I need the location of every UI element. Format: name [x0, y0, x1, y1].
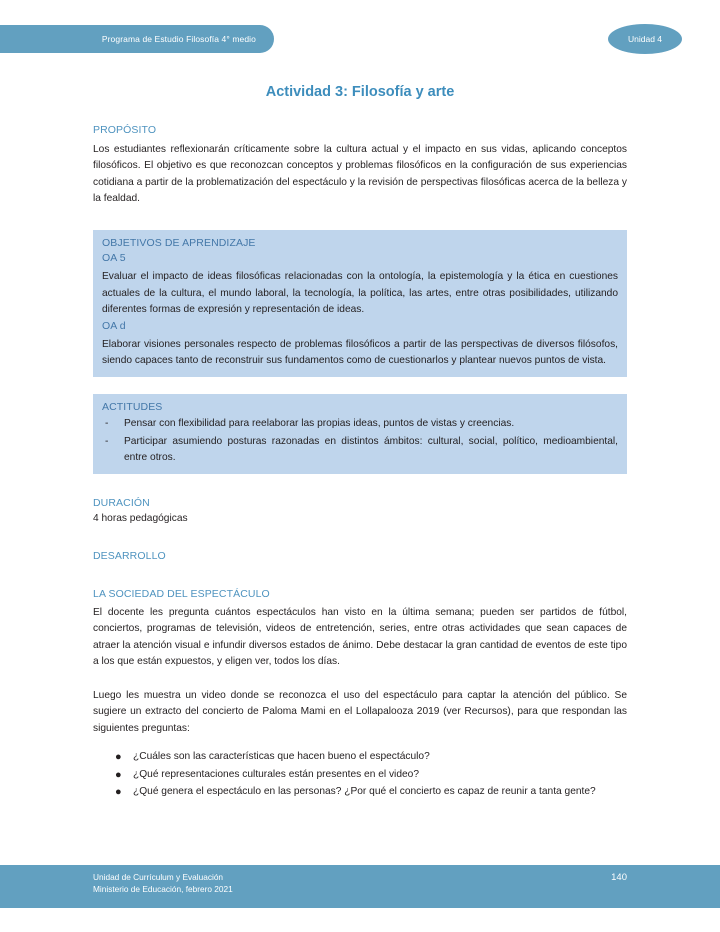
- question-text: ¿Qué genera el espectáculo en las personas? ¿Por qué el concierto es capaz de reunir a tanta gente?: [133, 786, 596, 798]
- unit-badge-label: Unidad 4: [627, 34, 663, 44]
- section-objetivos-aprendizaje: [93, 230, 627, 377]
- section-actitudes: [93, 394, 627, 474]
- section-desarrollo: [93, 549, 627, 801]
- actitudes-heading: ACTITUDES: [102, 400, 163, 413]
- desarrollo-subheading: LA SOCIEDAD DEL ESPECTÁCULO: [93, 587, 270, 600]
- list-item: [93, 784, 627, 801]
- actitud-text: Participar asumiendo posturas razonadas en distintos ámbitos: cultural, social, político, medioambiental, entre otros.: [124, 435, 618, 464]
- proposito-heading: PROPÓSITO: [93, 124, 157, 137]
- page-title: Actividad 3: Filosofía y arte: [265, 84, 455, 100]
- actitudes-list: [102, 416, 618, 467]
- objetivos-heading: OBJETIVOS DE APRENDIZAJE: [102, 236, 256, 249]
- bullet-marker-icon: ●: [115, 751, 122, 764]
- duracion-heading: DURACIÓN: [93, 496, 150, 509]
- desarrollo-heading: DESARROLLO: [93, 550, 166, 563]
- oa5-text: Evaluar el impacto de ideas filosóficas relacionadas con la ontología, la epistemología y la ética en cuestiones actuales de la cultura, el mundo laboral, la tecnología, la política, las artes, entre otras posibilidades, utilizando diferentes formas de expresión y representación de ideas.: [102, 271, 618, 316]
- dash-marker-icon: -: [105, 435, 109, 447]
- question-text: ¿Qué representaciones culturales están presentes en el video?: [133, 768, 419, 780]
- page-content: [93, 0, 627, 802]
- proposito-text: Los estudiantes reflexionarán críticamente sobre la cultura actual y el impacto en sus vidas, aplicando conceptos filosóficos. El objetivo es que reconozcan conceptos y problemas filosóficos en la configuración de sus experiencias cotidiana a partir de la problematización del espectáculo y la revisión de perspectivas filosóficas acerca de la belleza y la fealdad.: [93, 143, 627, 205]
- oa5-label: OA 5: [102, 251, 126, 264]
- desarrollo-questions-list: [93, 749, 627, 801]
- bullet-marker-icon: ●: [115, 786, 122, 799]
- list-item: [102, 416, 618, 433]
- footer-organization: [93, 871, 233, 896]
- duracion-text: 4 horas pedagógicas: [93, 512, 188, 524]
- dash-marker-icon: -: [105, 418, 109, 430]
- list-item: [102, 434, 618, 467]
- footer-content: [93, 871, 627, 896]
- oad-label: OA d: [102, 319, 126, 332]
- oad-text: Elaborar visiones personales respecto de problemas filosóficos a partir de las perspectivas de diversos filósofos, siendo capaces tanto de reconstruir sus fundamentos como de cuestionarlos y plantear nuevos puntos de vista.: [102, 338, 618, 367]
- program-header-label: Programa de Estudio Filosofía 4° medio: [101, 34, 256, 44]
- list-item: [93, 749, 627, 766]
- footer-line-2: Ministerio de Educación, febrero 2021: [93, 884, 233, 895]
- bullet-marker-icon: ●: [115, 768, 122, 781]
- page-number: 140: [611, 872, 627, 883]
- section-duracion: [93, 496, 627, 528]
- footer-line-1: Unidad de Currículum y Evaluación: [93, 872, 224, 882]
- question-text: ¿Cuáles son las características que hacen bueno el espectáculo?: [133, 751, 430, 763]
- actitud-text: Pensar con flexibilidad para reelaborar las propias ideas, puntos de vistas y creencias.: [124, 418, 515, 430]
- desarrollo-paragraph-1: El docente les pregunta cuántos espectáculos han visto en la última semana; pueden ser partidos de fútbol, conciertos, programas de televisión, videos de entretención, series, entre otras actividades que sean capaces de atraer la atención visual e infundir diversos estados de ánimo. Debe destacar la gran cantidad de eventos de este tipo a los que están expuestos, y eligen ver, todos los días.: [93, 606, 627, 668]
- list-item: [93, 767, 627, 784]
- desarrollo-paragraph-2: Luego les muestra un video donde se reconozca el uso del espectáculo para captar la atención del público. Se sugiere un extracto del concierto de Paloma Mami en el Lollapalooza 2019 (ver Recursos), para que respondan las siguientes preguntas:: [93, 689, 627, 734]
- section-proposito: [93, 123, 627, 207]
